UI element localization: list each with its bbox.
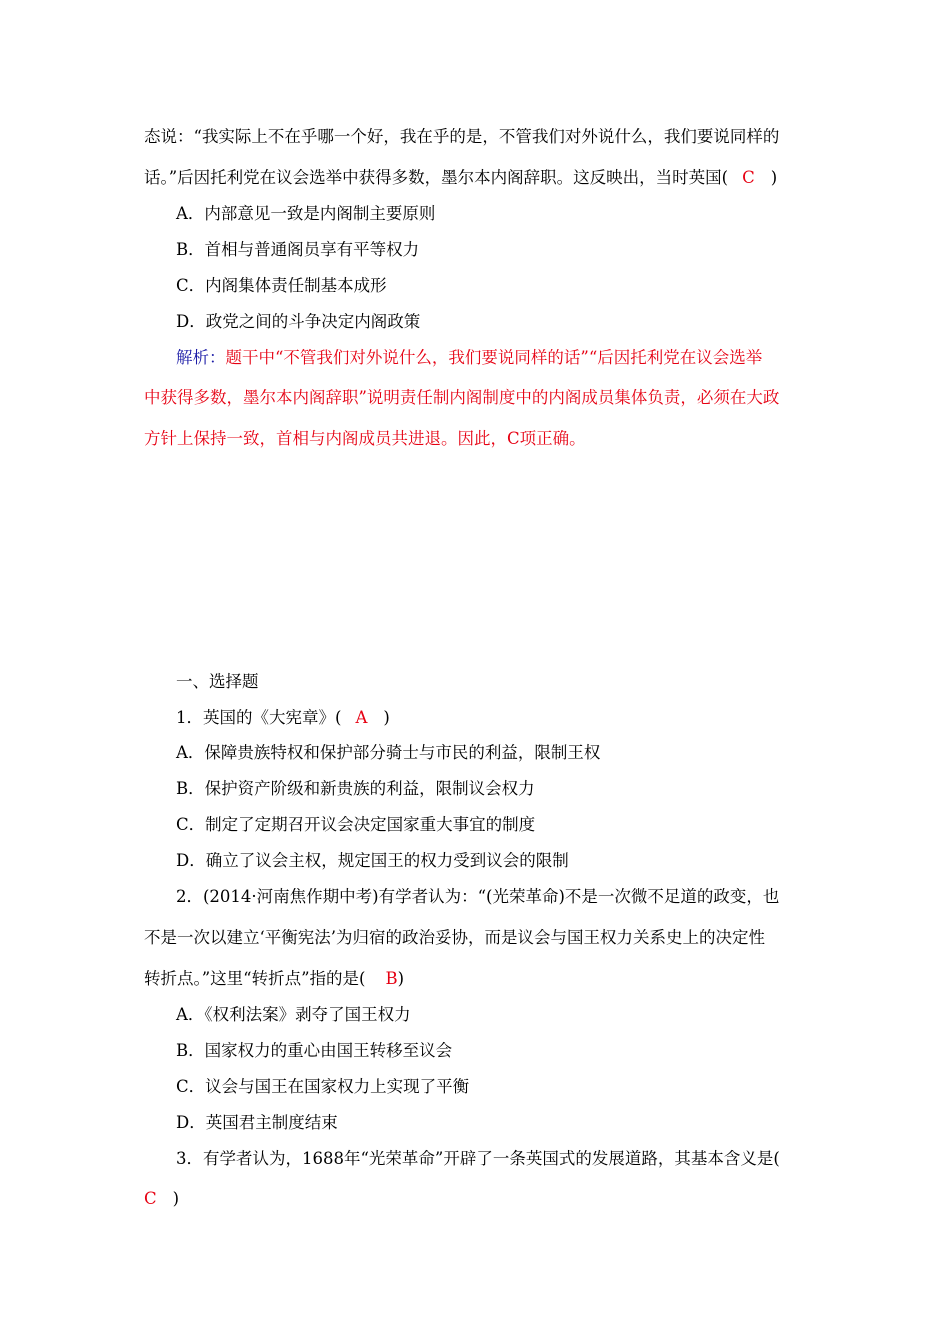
q3-line-1: 3．有学者认为，1688年“光荣革命”开辟了一条英国式的发展道路，其基本含义是( <box>176 1149 780 1168</box>
q2-close-paren: ) <box>397 969 405 988</box>
prev-question-line-2-text: 话。”后因托利党在议会选举中获得多数，墨尔本内阁辞职。这反映出，当时英国( <box>144 168 729 187</box>
q2-line-3 <box>144 968 404 990</box>
q1-stem <box>176 707 390 729</box>
q2-answer: B <box>385 969 398 988</box>
q1-option-d: D．确立了议会主权，规定国王的权力受到议会的限制 <box>176 851 569 870</box>
q1-option-b: B．保护资产阶级和新贵族的利益，限制议会权力 <box>176 779 535 798</box>
prev-question-answer: C <box>742 168 755 187</box>
prev-question-close-paren: ) <box>770 168 778 187</box>
q1-answer: A <box>355 708 368 727</box>
prev-option-c: C．内阁集体责任制基本成形 <box>176 276 387 295</box>
prev-question-line-2 <box>144 167 777 189</box>
analysis-text-1: 题干中“不管我们对外说什么，我们要说同样的话”“后因托利党在议会选举 <box>225 348 763 367</box>
q3-line-2 <box>144 1188 179 1210</box>
q2-line-1: 2．(2014·河南焦作期中考)有学者认为：“(光荣革命)不是一次微不足道的政变，也 <box>176 887 780 906</box>
q3-close-paren: ) <box>172 1189 180 1208</box>
q2-option-b: B．国家权力的重心由国王转移至议会 <box>176 1041 453 1060</box>
q2-line-2: 不是一次以建立‘平衡宪法’为归宿的政治妥协，而是议会与国王权力关系史上的决定性 <box>144 928 765 947</box>
analysis-line-1 <box>176 347 762 369</box>
analysis-line-3: 方针上保持一致，首相与内阁成员共进退。因此，C项正确。 <box>144 429 586 448</box>
q1-option-a: A．保障贵族特权和保护部分骑士与市民的利益，限制王权 <box>176 743 601 762</box>
q2-line-3-text: 转折点。”这里“转折点”指的是( <box>144 969 366 988</box>
analysis-label: 解析： <box>176 348 226 367</box>
section-title: 一、选择题 <box>176 672 259 691</box>
prev-question-line-1: 态说：“我实际上不在乎哪一个好，我在乎的是，不管我们对外说什么，我们要说同样的 <box>144 127 780 146</box>
prev-option-a: A．内部意见一致是内阁制主要原则 <box>176 204 436 223</box>
q2-option-d: D．英国君主制度结束 <box>176 1113 338 1132</box>
q1-option-c: C．制定了定期召开议会决定国家重大事宜的制度 <box>176 815 536 834</box>
q2-option-a: A．《权利法案》剥夺了国王权力 <box>176 1005 411 1024</box>
q1-stem-text: 1．英国的《大宪章》( <box>176 708 342 727</box>
q2-option-c: C．议会与国王在国家权力上实现了平衡 <box>176 1077 470 1096</box>
q3-answer: C <box>144 1189 157 1208</box>
prev-option-b: B．首相与普通阁员享有平等权力 <box>176 240 420 259</box>
q1-close-paren: ) <box>383 708 390 727</box>
prev-option-d: D．政党之间的斗争决定内阁政策 <box>176 312 421 331</box>
analysis-line-2: 中获得多数，墨尔本内阁辞职”说明责任制内阁制度中的内阁成员集体负责，必须在大政 <box>144 388 780 407</box>
